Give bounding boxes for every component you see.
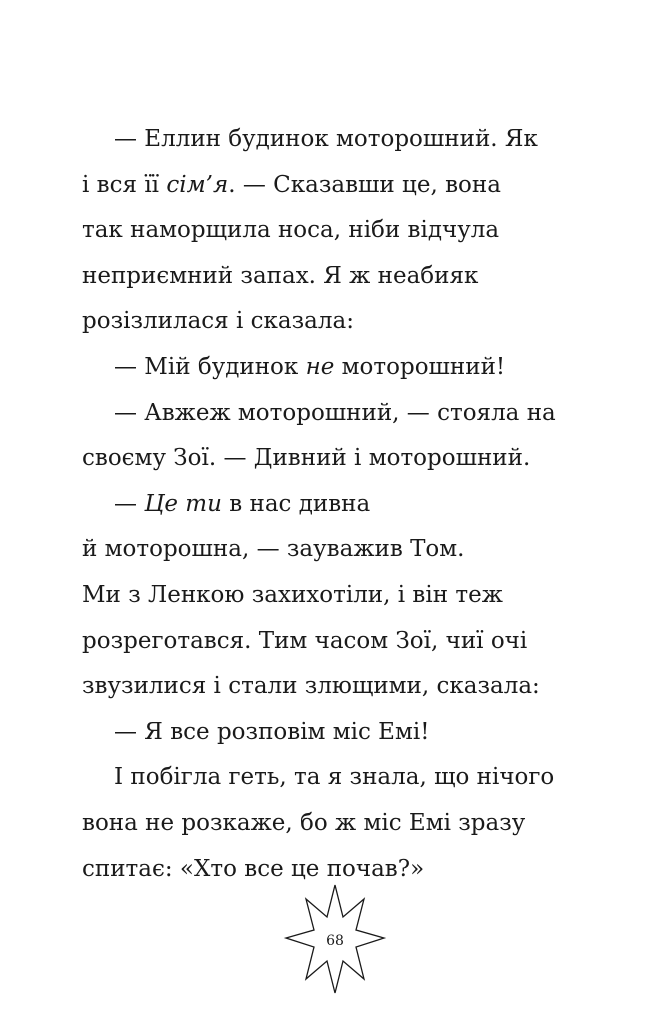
text-line xyxy=(82,755,602,801)
text-line xyxy=(82,299,602,345)
page-number: 68 xyxy=(326,933,344,949)
text-line xyxy=(82,345,602,391)
text-segment: розізлилася і сказала: xyxy=(82,308,354,335)
text-segment: — Авжеж моторошний, — стояла на xyxy=(114,399,556,426)
page-number-badge xyxy=(282,883,388,995)
text-line xyxy=(82,619,602,665)
text-segment: моторошний! xyxy=(334,353,506,380)
text-segment: І побігла геть, та я знала, що нічого xyxy=(114,764,555,791)
text-segment: розреготався. Тим часом Зої, чиї очі xyxy=(82,627,528,654)
text-line xyxy=(82,436,602,482)
text-line xyxy=(82,527,602,573)
body-text xyxy=(82,117,602,892)
text-line xyxy=(82,801,602,847)
text-segment: неприємний запах. Я ж неабияк xyxy=(82,262,479,289)
text-segment: Ми з Ленкою захихотіли, і він теж xyxy=(82,581,503,608)
italic-text-segment: не xyxy=(305,353,335,380)
text-line xyxy=(82,573,602,619)
text-line xyxy=(82,163,602,209)
text-segment: — xyxy=(114,490,145,517)
text-line xyxy=(82,391,602,437)
text-segment: . — Сказавши це, вона xyxy=(228,171,501,198)
text-segment: і вся її xyxy=(82,171,167,198)
text-line xyxy=(82,208,602,254)
text-segment: — Еллин будинок моторошний. Як xyxy=(114,126,538,152)
italic-text-segment: Це ти xyxy=(144,490,222,517)
text-line xyxy=(82,710,602,756)
text-segment: — Я все розповім міс Емі! xyxy=(114,718,430,745)
text-line xyxy=(82,117,602,163)
text-segment: спитає: «Хто все це почав?» xyxy=(82,855,425,882)
text-segment: й моторошна, — зауважив Том. xyxy=(82,536,465,563)
text-line xyxy=(82,254,602,300)
text-line xyxy=(82,664,602,710)
text-segment: своєму Зої. — Дивний і моторошний. xyxy=(82,445,531,472)
text-segment: — Мій будинок xyxy=(114,353,306,380)
text-segment: так наморщила носа, ніби відчула xyxy=(82,217,500,244)
text-line xyxy=(82,482,602,528)
italic-text-segment: сім’я xyxy=(166,171,229,198)
text-segment: вона не розкаже, бо ж міс Емі зразу xyxy=(82,809,526,836)
text-segment: в нас дивна xyxy=(221,490,371,517)
text-segment: звузилися і стали злющими, сказала: xyxy=(82,673,540,700)
